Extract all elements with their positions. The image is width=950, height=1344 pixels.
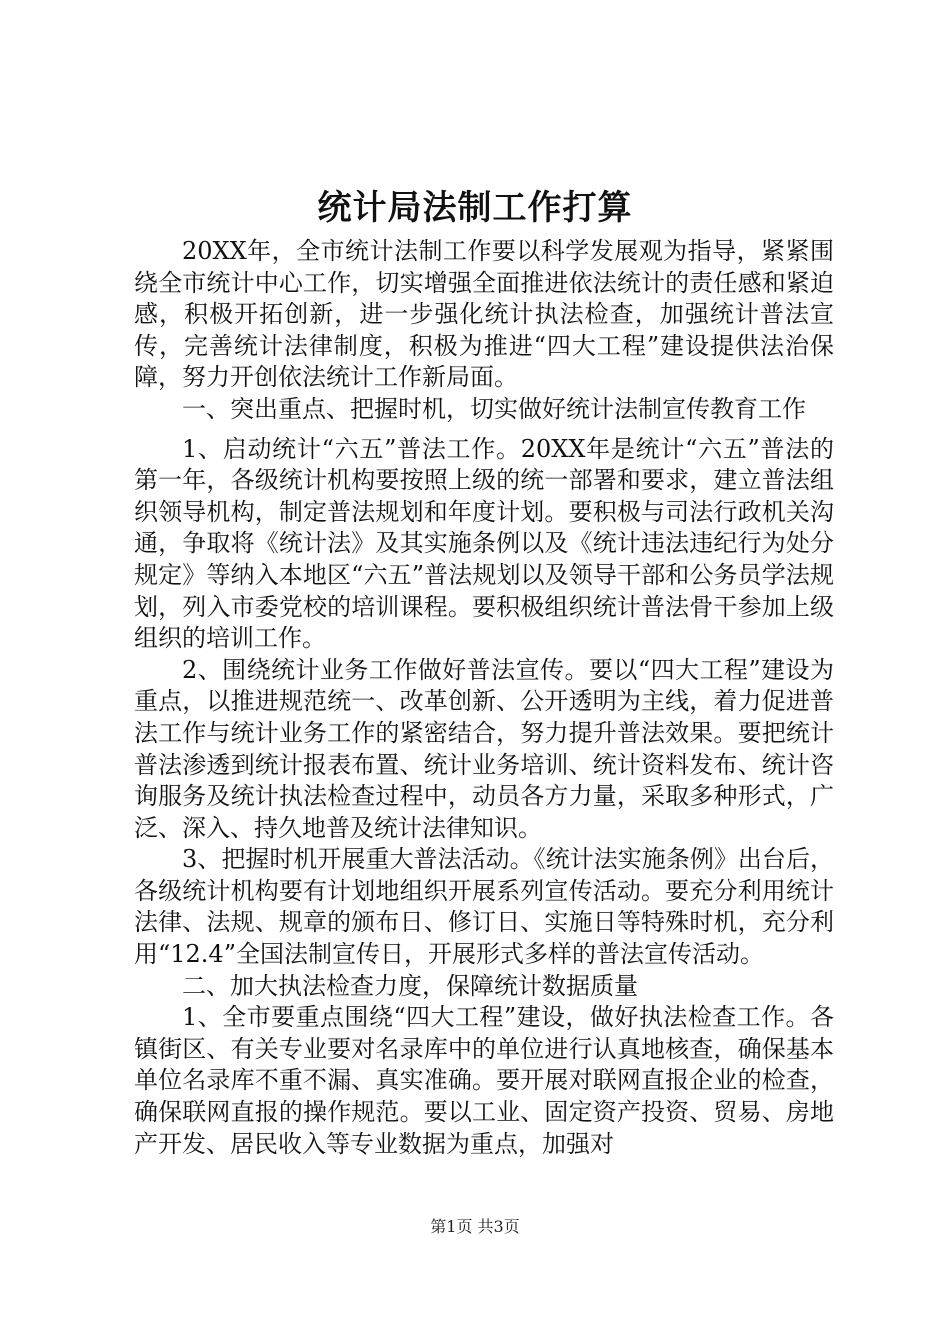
document-title: 统计局法制工作打算 bbox=[317, 188, 633, 228]
paragraph-1-3: 3、把握时机开展重大普法活动。《统计法实施条例》出台后，各级统计机构要有计划地组织开展系列宣传活动。要充分利用统计法律、法规、规章的颁布日、修订日、实施日等特殊时机，充分利用“12.4”全国法制宣传日，开展形式多样的普法宣传活动。 bbox=[134, 845, 834, 969]
page-footer: 第1页 共3页 bbox=[430, 1217, 520, 1236]
paragraph-1-2: 2、围绕统计业务工作做好普法宣传。要以“四大工程”建设为重点，以推进规范统一、改革创新、公开透明为主线，着力促进普法工作与统计业务工作的紧密结合，努力提升普法效果。要把统计普法渗透到统计报表布置、统计业务培训、统计资料发布、统计咨询服务及统计执法检查过程中，动员各方力量，采取多种形式，广泛、深入、持久地普及统计法律知识。 bbox=[134, 655, 834, 842]
section-heading-2: 二、加大执法检查力度，保障统计数据质量 bbox=[182, 971, 638, 1000]
paragraph-2-1: 1、全市要重点围绕“四大工程”建设，做好执法检查工作。各镇街区、有关专业要对名录库中的单位进行认真地核查，确保基本单位名录库不重不漏、真实准确。要开展对联网直报企业的检查，确保联网直报的操作规范。要以工业、固定资产投资、贸易、房地产开发、居民收入等专业数据为重点，加强对 bbox=[134, 1003, 834, 1158]
paragraph-1-1: 1、启动统计“六五”普法工作。20XX年是统计“六五”普法的第一年，各级统计机构要按照上级的统一部署和要求，建立普法组织领导机构，制定普法规划和年度计划。要积极与司法行政机关沟通，争取将《统计法》及其实施条例以及《统计违法违纪行为处分规定》等纳入本地区“六五”普法规划以及领导干部和公务员学法规划，列入市委党校的培训课程。要积极组织统计普法骨干参加上级组织的培训工作。 bbox=[134, 434, 834, 653]
intro-paragraph: 20XX年，全市统计法制工作要以科学发展观为指导，紧紧围绕全市统计中心工作，切实增强全面推进依法统计的责任感和紧迫感，积极开拓创新，进一步强化统计执法检查，加强统计普法宣传，完善统计法律制度，积极为推进“四大工程”建设提供法治保障，努力开创依法统计工作新局面。 bbox=[134, 237, 834, 392]
section-heading-1: 一、突出重点、把握时机，切实做好统计法制宣传教育工作 bbox=[182, 394, 806, 423]
document-body bbox=[134, 236, 834, 1160]
